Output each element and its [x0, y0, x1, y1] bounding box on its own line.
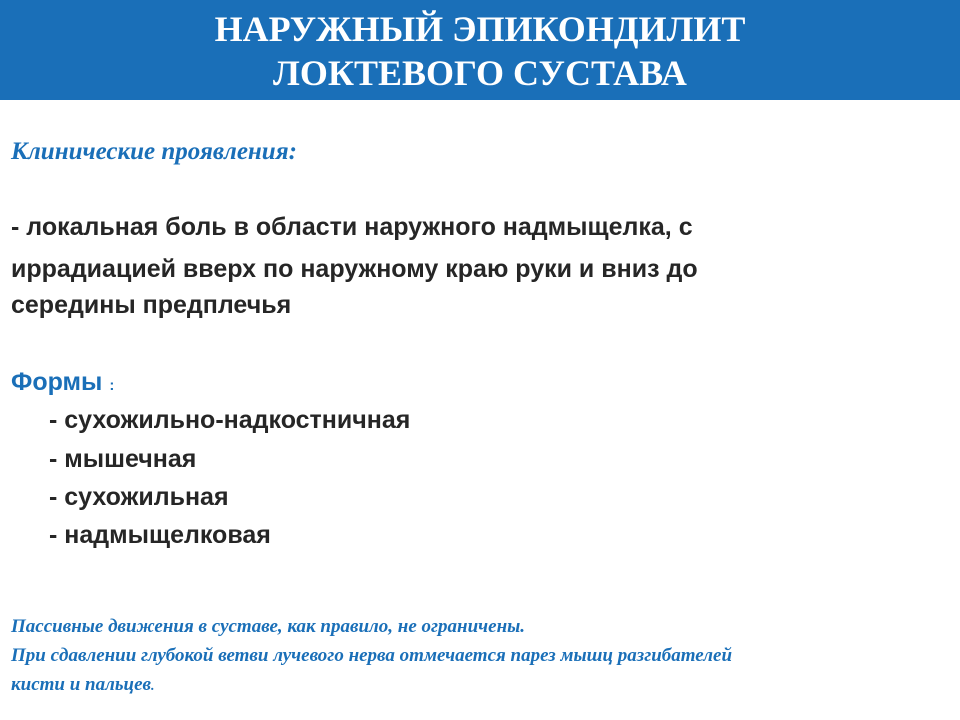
title-line-1: НАРУЖНЫЙ ЭПИКОНДИЛИТ	[214, 9, 746, 49]
title-banner	[0, 0, 960, 100]
form-item-2: - мышечная	[49, 445, 197, 473]
pain-line-1: - локальная боль в области наружного надмыщелка, с	[11, 213, 693, 241]
pain-line-2: иррадиацией вверх по наружному краю руки и вниз до	[11, 255, 698, 283]
note-line-3-text: кисти и пальцев	[11, 674, 152, 695]
pain-line-3: середины предплечья	[11, 291, 292, 319]
form-item-1: - сухожильно-надкостничная	[49, 406, 411, 434]
note-line-1: Пассивные движения в суставе, как правило, не ограничены.	[11, 616, 526, 637]
form-item-3: - сухожильная	[49, 483, 229, 511]
note-line-3	[11, 672, 155, 700]
title-line-2: ЛОКТЕВОГО СУСТАВА	[273, 53, 687, 93]
forms-heading-text: Формы	[11, 368, 103, 396]
form-item-4: - надмыщелковая	[49, 521, 271, 549]
note-line-2: При сдавлении глубокой ветви лучевого нерва отмечается парез мышц разгибателей	[11, 645, 733, 666]
note-end-dot: .	[151, 679, 155, 694]
forms-heading	[11, 366, 114, 402]
clinical-heading: Клинические проявления:	[11, 138, 297, 165]
forms-heading-colon: :	[109, 377, 115, 394]
